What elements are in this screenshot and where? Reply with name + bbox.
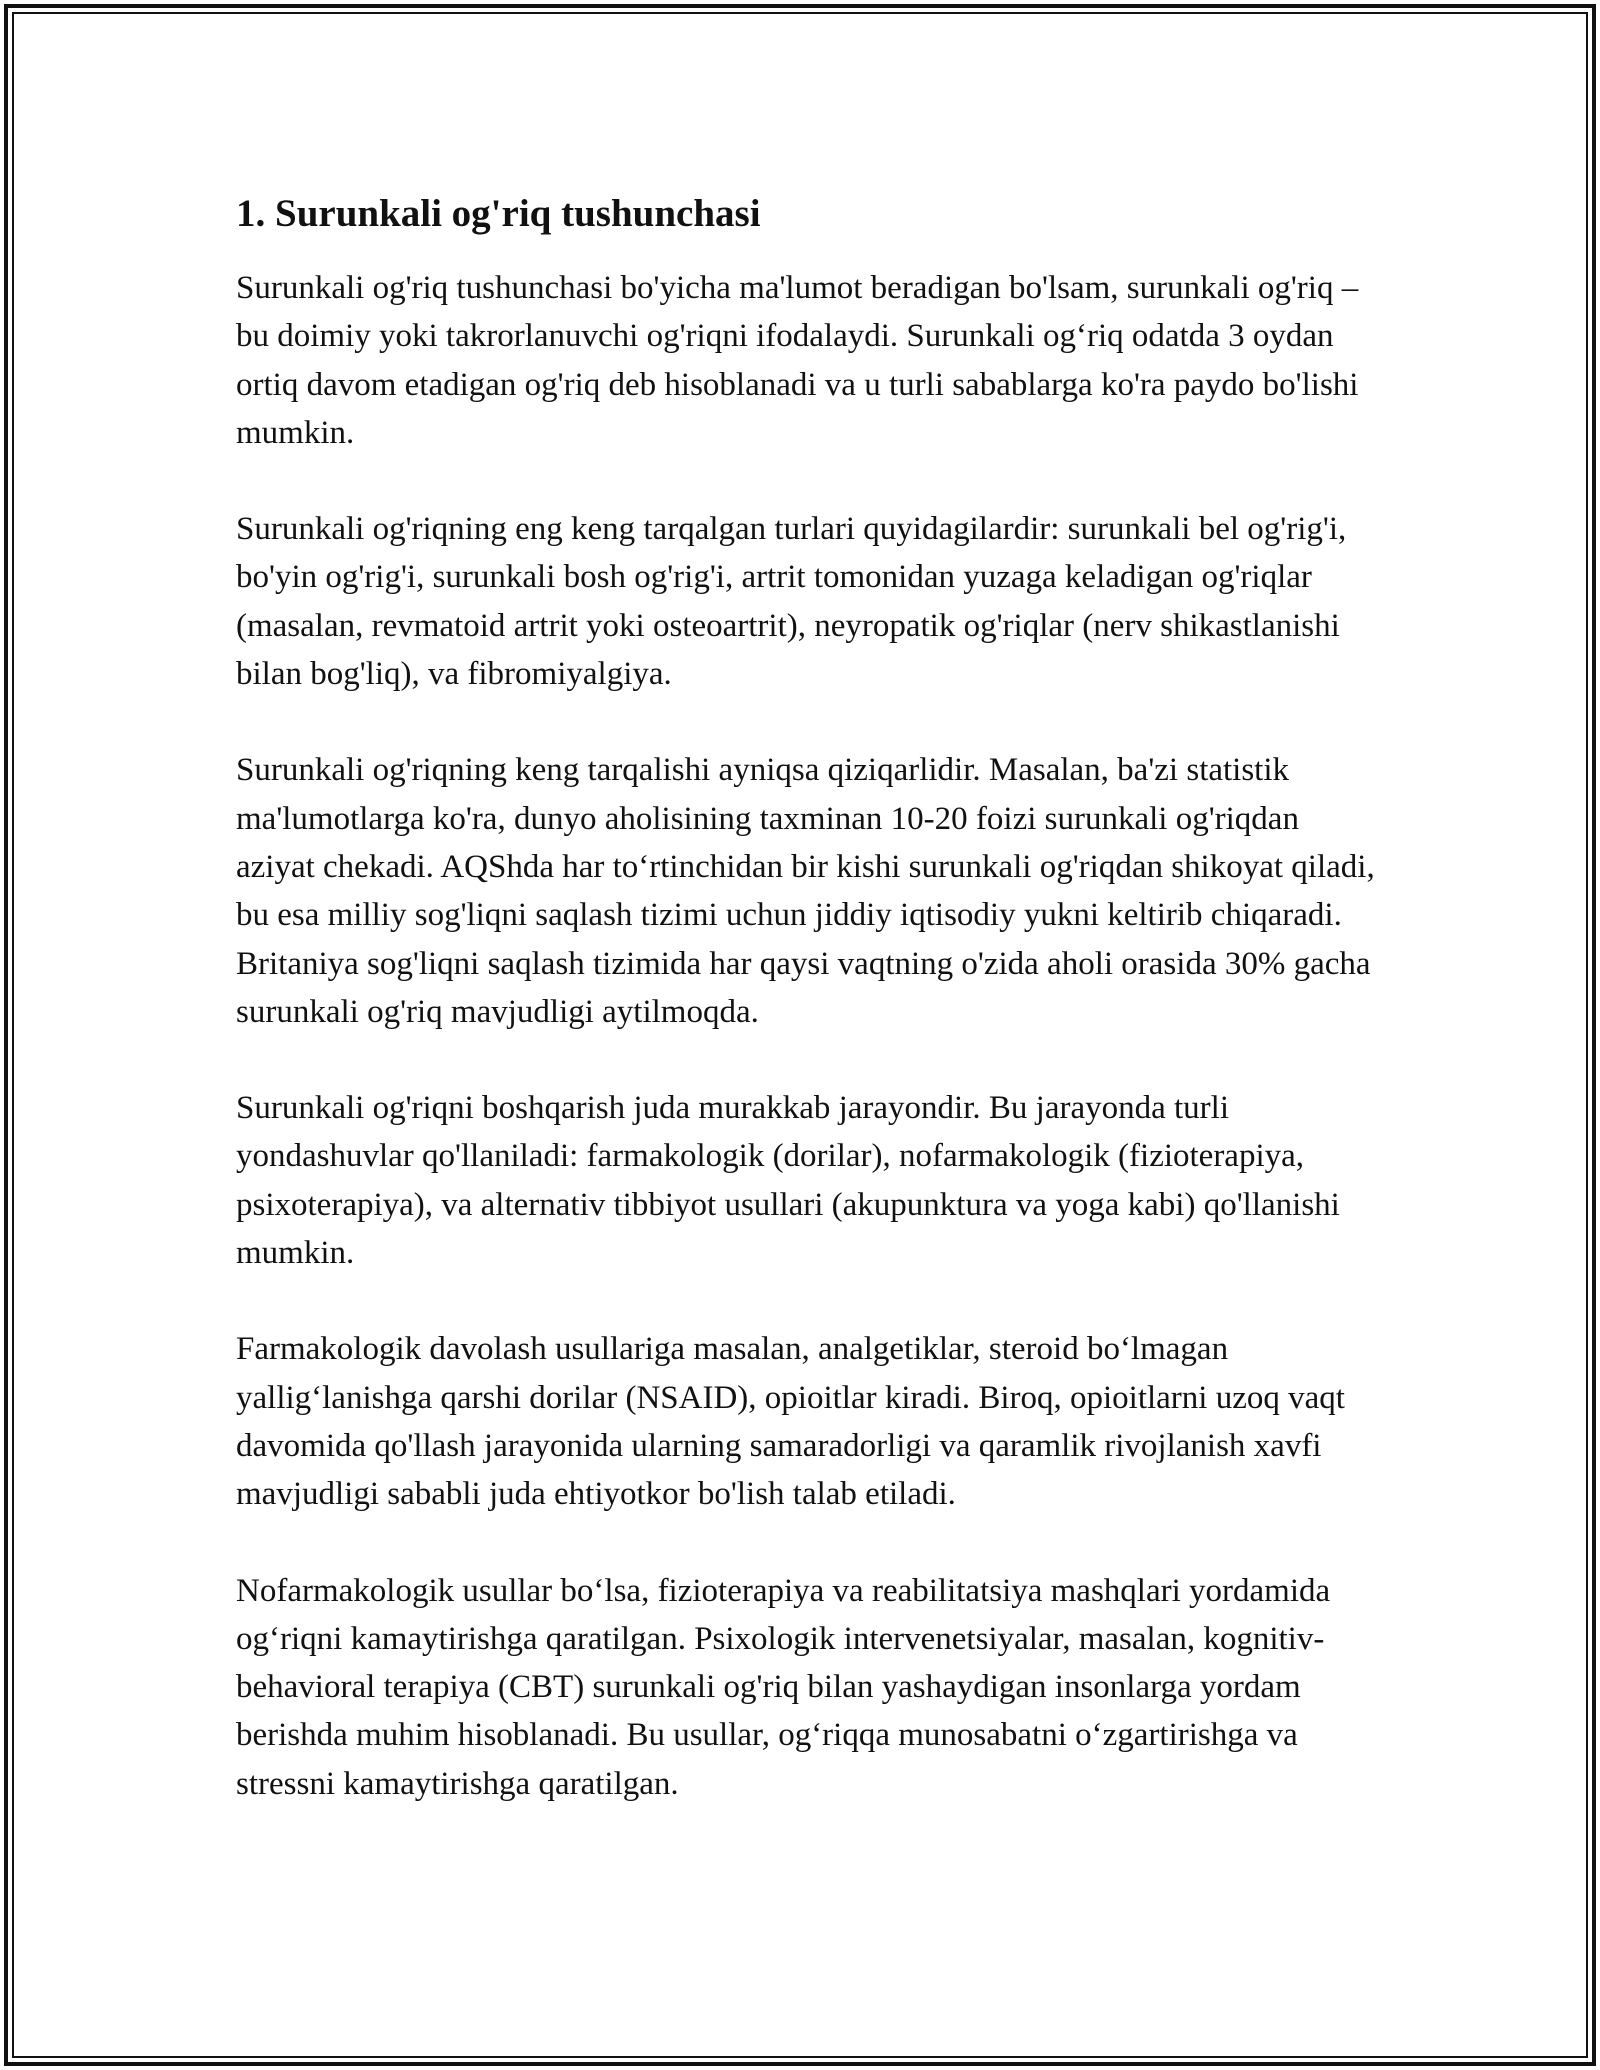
document-body — [236, 188, 1376, 1856]
paragraph-pharmacological: Farmakologik davolash usullariga masalan, analgetiklar, steroid bo‘lmagan yallig‘lanishga qarshi dorilar (NSAID), opioitlar kiradi. Biroq, opioitlarni uzoq vaqt davomida qo'llash jarayonida ularning samaradorligi va qaramlik rivojlanish xavfi mavjudligi sababli juda ehtiyotkor bo'lish talab etiladi. — [236, 1331, 1345, 1513]
section-heading: 1. Surunkali og'riq tushunchasi — [236, 192, 761, 235]
paragraph-management: Surunkali og'riqni boshqarish juda murakkab jarayondir. Bu jarayonda turli yondashuvlar qo'llaniladi: farmakologik (dorilar), nofarmakologik (fizioterapiya, psixoterapiya), va alternativ tibbiyot usullari (akupunktura va yoga kabi) qo'llanishi mumkin. — [236, 1090, 1340, 1272]
paragraph-definition: Surunkali og'riq tushunchasi bo'yicha ma'lumot beradigan bo'lsam, surunkali og'riq – bu doimiy yoki takrorlanuvchi og'riqni ifodalaydi. Surunkali og‘riq odatda 3 oydan ortiq davom etadigan og'riq deb hisoblanadi va u turli sabablarga ko'ra paydo bo'lishi mumkin. — [236, 270, 1359, 451]
paragraph-types: Surunkali og'riqning eng keng tarqalgan turlari quyidagilardir: surunkali bel og'rig'i, bo'yin og'rig'i, surunkali bosh og'rig'i, artrit tomonidan yuzaga keladigan og'riqlar (masalan, revmatoid artrit yoki osteoartrit), neyropatik og'riqlar (nerv shikastlanishi bilan bog'liq), va fibromiyalgiya. — [236, 511, 1347, 693]
paragraph-prevalence: Surunkali og'riqning keng tarqalishi ayniqsa qiziqarlidir. Masalan, ba'zi statistik ma'lumotlarga ko'ra, dunyo aholisining taxminan 10-20 foizi surunkali og'riqdan aziyat chekadi. AQShda har to‘rtinchidan bir kishi surunkali og'riqdan shikoyat qiladi, bu esa milliy sog'liqni saqlash tizimi uchun jiddiy iqtisodiy yukni keltirib chiqaradi. Britaniya sog'liqni saqlash tizimida har qaysi vaqtning o'zida aholi orasida 30% gacha surunkali og'riq mavjudligi aytilmoqda. — [236, 752, 1375, 1030]
paragraph-nonpharmacological: Nofarmakologik usullar bo‘lsa, fizioterapiya va reabilitatsiya mashqlari yordamida og‘riqni kamaytirishga qaratilgan. Psixologik intervenetsiyalar, masalan, kognitiv-behavioral terapiya (CBT) surunkali og'riq bilan yashaydigan insonlarga yordam berishda muhim hisoblanadi. Bu usullar, og‘riqqa munosabatni o‘zgartirishga va stressni kamaytirishga qaratilgan. — [236, 1572, 1331, 1802]
